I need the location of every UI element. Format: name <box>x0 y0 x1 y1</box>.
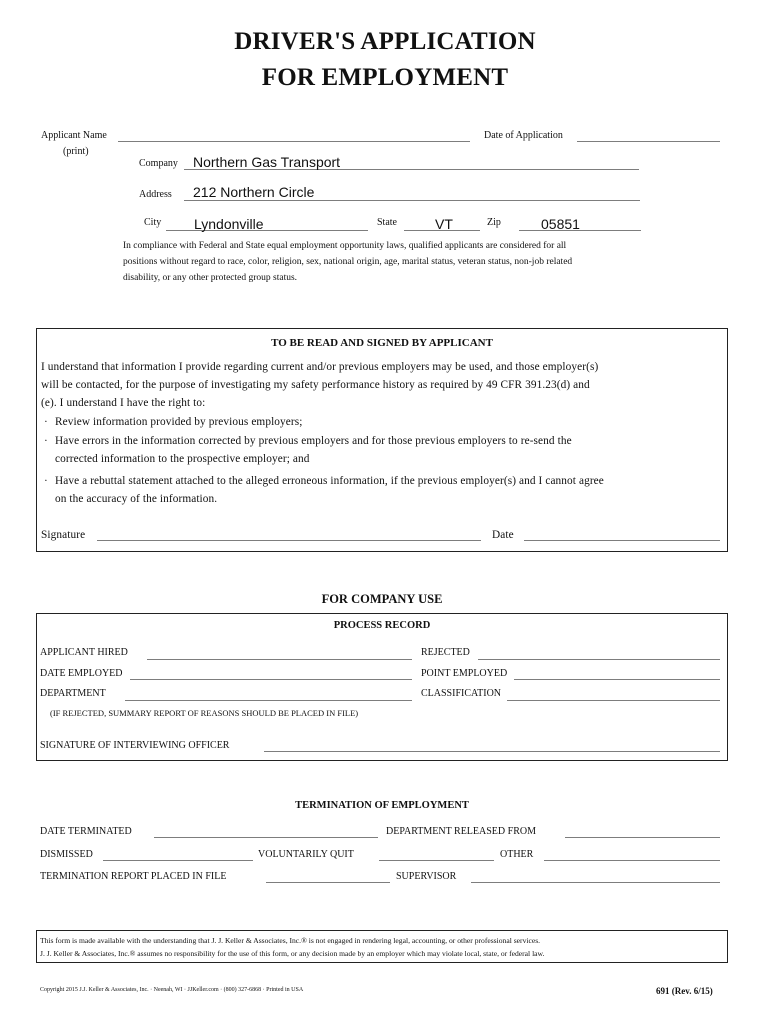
supervisor-label: SUPERVISOR <box>396 871 457 882</box>
eeo-statement-line1: In compliance with Federal and State equal employment opportunity laws, qualified applicants are considered for all <box>123 241 567 251</box>
process-record-heading: PROCESS RECORD <box>333 620 431 631</box>
disclaimer-line1: This form is made available with the understanding that J. J. Keller & Associates, Inc.® is not engaged in rendering legal, accounting, or other professional services. <box>40 936 541 945</box>
state-value: VT <box>435 216 453 232</box>
company-value: Northern Gas Transport <box>193 154 341 170</box>
date-employed-field[interactable] <box>130 679 412 680</box>
termination-report-label: TERMINATION REPORT PLACED IN FILE <box>40 871 227 882</box>
dismissed-field[interactable] <box>103 860 253 861</box>
read-sign-heading: TO BE READ AND SIGNED BY APPLICANT <box>271 337 493 349</box>
date-of-application-label: Date of Application <box>484 130 563 141</box>
date-employed-label: DATE EMPLOYED <box>40 668 123 679</box>
company-label: Company <box>139 158 178 169</box>
disclaimer-line2: J. J. Keller & Associates, Inc.® assumes no responsibility for the use of this form, or any decision made by an employer which may violate local, state, or federal law. <box>40 949 545 958</box>
read-sign-p1-line3: (e). I understand I have the right to: <box>41 397 206 409</box>
date-terminated-label: DATE TERMINATED <box>40 826 132 837</box>
signature-label: Signature <box>41 529 86 541</box>
department-released-field[interactable] <box>565 837 720 838</box>
department-field[interactable] <box>125 700 412 701</box>
form-title-line2: FOR EMPLOYMENT <box>261 64 509 91</box>
address-field[interactable] <box>184 200 640 201</box>
city-value: Lyndonville <box>194 216 264 232</box>
disclaimer-box <box>36 930 728 963</box>
right-item-1: Review information provided by previous employers; <box>55 416 303 428</box>
applicant-name-label: Applicant Name <box>41 130 107 141</box>
interviewing-officer-field[interactable] <box>264 751 720 752</box>
zip-value: 05851 <box>541 216 580 232</box>
right-item-2-line2: corrected information to the prospective employer; and <box>55 453 310 465</box>
signature-date-field[interactable] <box>524 540 720 541</box>
department-label: DEPARTMENT <box>40 688 106 699</box>
process-record-box <box>36 613 728 761</box>
eeo-statement-line2: positions without regard to race, color, religion, sex, national origin, age, marital status, veteran status, non-job related <box>123 257 573 267</box>
copyright-notice: Copyright 2015 J.J. Keller & Associates, Inc. · Neenah, WI · JJKeller.com · (800) 327-6868 · Printed in USA <box>40 987 304 993</box>
voluntarily-quit-field[interactable] <box>379 860 494 861</box>
classification-field[interactable] <box>507 700 720 701</box>
form-title-line1: DRIVER'S APPLICATION <box>234 28 536 55</box>
read-sign-p1-line2: will be contacted, for the purpose of investigating my safety performance history as required by 49 CFR 391.23(d) and <box>41 379 590 391</box>
rejected-field[interactable] <box>478 659 720 660</box>
rejected-label: REJECTED <box>421 647 470 658</box>
eeo-statement-line3: disability, or any other protected group status. <box>123 273 298 283</box>
other-field[interactable] <box>544 860 720 861</box>
date-terminated-field[interactable] <box>154 837 378 838</box>
department-released-label: DEPARTMENT RELEASED FROM <box>386 826 536 837</box>
rejected-note: (IF REJECTED, SUMMARY REPORT OF REASONS SHOULD BE PLACED IN FILE) <box>50 708 359 718</box>
applicant-hired-field[interactable] <box>147 659 412 660</box>
right-item-3-line2: on the accuracy of the information. <box>55 493 218 505</box>
applicant-name-field[interactable] <box>118 141 470 142</box>
classification-label: CLASSIFICATION <box>421 688 502 699</box>
bullet-1: · <box>44 416 48 428</box>
applicant-hired-label: APPLICANT HIRED <box>40 647 128 658</box>
read-sign-p1-line1: I understand that information I provide regarding current and/or previous employers may be used, and those employer(s) <box>41 361 599 373</box>
signature-date-label: Date <box>492 529 514 541</box>
interviewing-officer-label: SIGNATURE OF INTERVIEWING OFFICER <box>40 740 230 751</box>
state-label: State <box>377 217 397 228</box>
point-employed-label: POINT EMPLOYED <box>421 668 508 679</box>
bullet-3: · <box>44 475 48 487</box>
right-item-3-line1: Have a rebuttal statement attached to the alleged erroneous information, if the previous employer(s) and I cannot agree <box>55 475 604 487</box>
voluntarily-quit-label: VOLUNTARILY QUIT <box>258 849 354 860</box>
form-number: 691 (Rev. 6/15) <box>656 986 713 996</box>
date-of-application-field[interactable] <box>577 141 720 142</box>
supervisor-field[interactable] <box>471 882 720 883</box>
right-item-2-line1: Have errors in the information corrected by previous employers and for those previous employers to re-send the <box>55 435 572 447</box>
zip-field[interactable] <box>519 230 641 231</box>
print-label: (print) <box>63 146 89 157</box>
point-employed-field[interactable] <box>514 679 720 680</box>
company-use-heading: FOR COMPANY USE <box>321 592 443 606</box>
dismissed-label: DISMISSED <box>40 849 93 860</box>
termination-heading: TERMINATION OF EMPLOYMENT <box>295 800 469 811</box>
signature-field[interactable] <box>97 540 481 541</box>
zip-label: Zip <box>487 217 501 228</box>
address-label: Address <box>139 189 172 200</box>
bullet-2: · <box>44 435 48 447</box>
address-value: 212 Northern Circle <box>193 184 315 200</box>
termination-report-field[interactable] <box>266 882 390 883</box>
city-label: City <box>144 217 162 228</box>
other-label: OTHER <box>500 849 534 860</box>
